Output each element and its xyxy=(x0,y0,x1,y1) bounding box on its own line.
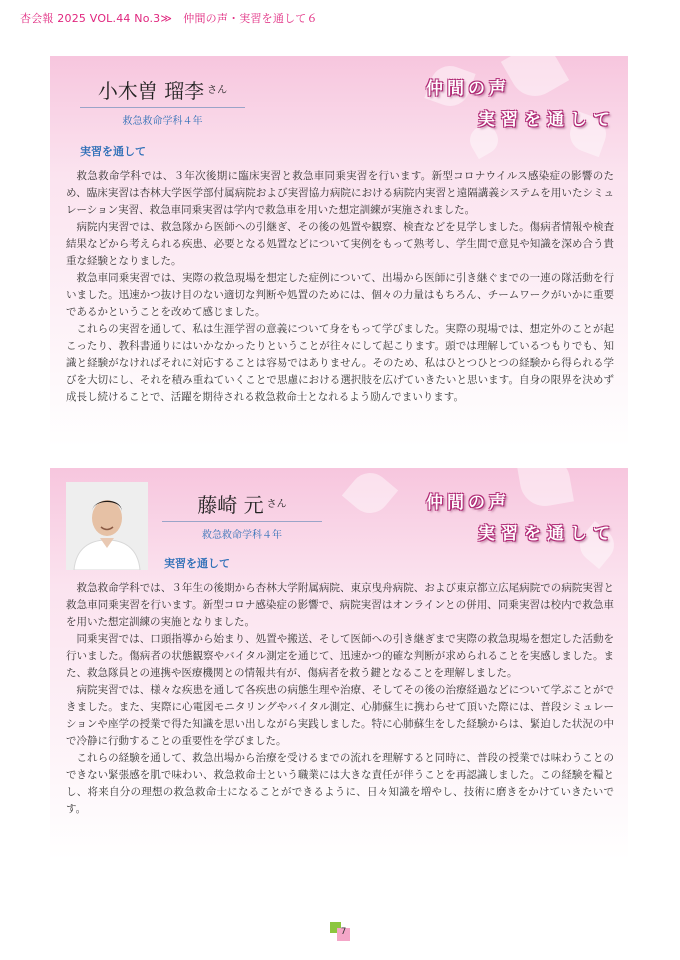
paragraph: 救急救命学科では、３年次後期に臨床実習と救急車同乗実習を行います。新型コロナウイルス感染症の影響のため、臨床実習は杏林大学医学部付属病院および実習協力病院における病院内実習と遠隔講義システムを用いたシミュレーション実習、救急車同乗実習は学内で救急車を用いた想定訓練が実施されました。 xyxy=(66,170,614,216)
paragraph: 病院実習では、様々な疾患を通して各疾患の病態生理や治療、そしてその後の治療経過などについて学ぶことができました。また、実際に心電図モニタリングやバイタル測定、心肺蘇生に携わらせて頂いた際には、普段シミュレーションや座学の授業で得た知識を思い出しながら実践しました。特に心肺蘇生をした経験からは、緊迫した状況の中で冷静に行動することの重要性を学びました。 xyxy=(66,684,614,747)
page-number-badge xyxy=(330,922,350,942)
paragraph: 病院内実習では、救急隊から医師への引継ぎ、その後の処置や観察、検査などを見学しました。傷病者情報や検査結果などから考えられる疾患、必要となる処置などについて実例をもって熟考し、学生間で意見や知識を深め合う貴重な経験となりました。 xyxy=(66,221,614,267)
article-card-1 xyxy=(50,56,628,448)
paragraph: 同乗実習では、口頭指導から始まり、処置や搬送、そして医師への引き継ぎまで実際の救急現場を想定した活動を行いました。傷病者の状態観察やバイタル測定を通じて、迅速かつ的確な判断が求められることを実感しました。また、救急隊員との連携や医療機関との情報共有が、傷病者を救う鍵となることを理解しました。 xyxy=(66,633,614,679)
paragraph: 救急救命学科では、３年生の後期から杏林大学附属病院、東京曳舟病院、および東京都立広尾病院での病院実習と救急車同乗実習を行います。新型コロナ感染症の影響で、病院実習はオンラインとの併用、同乗実習は校内で救急車を用いた想定訓練の実施となりました。 xyxy=(66,582,614,628)
author-department: 救急救命学科４年 xyxy=(122,116,203,127)
person-portrait-icon xyxy=(66,482,148,570)
author-honorific: さん xyxy=(207,85,228,96)
paragraph: これらの実習を通して、私は生涯学習の意義について身をもって学びました。実際の現場では、想定外のことが起こったり、教科書通りにはいかなかったりということが往々にして起こります。頭では理解しているつもりでも、知識と経験がなければそれに対応することは容易ではありません。そのため、私はひとつひとつの経験から得られる学びを大切にし、それを積み重ねていくことで思慮における選択肢を広げていきたいと思います。自身の限界を決めず成長し続けることで、活躍を期待される救急救命士となれるよう励んでまいります。 xyxy=(66,323,614,403)
issue-header: 杏会報 2025 VOL.44 No.3≫ 仲間の声・実習を通して６ xyxy=(20,12,318,25)
column-title-line1: 仲間の声 xyxy=(426,79,510,99)
name-underline xyxy=(162,521,322,522)
paragraph: 救急車同乗実習では、実際の救急現場を想定した症例について、出場から医師に引き継ぐまでの一連の隊活動を行いました。迅速かつ抜け目のない適切な判断や処置のためには、個々の力量はもちろん、チームワークがいかに重要であるかということを改めて感じました。 xyxy=(66,272,614,318)
article-body xyxy=(66,580,614,818)
column-title-line2: 実習を通して xyxy=(478,110,616,130)
section-title: 実習を通して xyxy=(164,557,230,570)
author-department: 救急救命学科４年 xyxy=(202,530,282,541)
author-name: 小木曽 瑠李 xyxy=(97,79,205,103)
page-number: 7 xyxy=(340,927,347,937)
author-photo xyxy=(66,482,148,570)
author-block xyxy=(162,492,322,541)
column-title xyxy=(426,488,616,544)
name-underline xyxy=(80,107,245,108)
author-name-line xyxy=(80,78,245,104)
author-honorific: さん xyxy=(266,499,287,510)
decorative-petal xyxy=(342,468,398,521)
column-title-line1: 仲間の声 xyxy=(426,493,510,513)
author-name-line xyxy=(162,492,322,518)
column-title xyxy=(426,74,616,130)
column-title-line2: 実習を通して xyxy=(478,524,616,544)
author-block xyxy=(80,78,245,127)
paragraph: これらの経験を通して、救急出場から治療を受けるまでの流れを理解すると同時に、普段の授業では味わうことのできない緊張感を肌で味わい、救急救命士という職業には大きな責任が伴うことを再認識しました。この経験を糧とし、将来自分の理想の救急救命士になることができるように、日々知識を増やし、技術に磨きをかけていきたいです。 xyxy=(66,752,614,815)
article-card-2 xyxy=(50,468,628,860)
section-title: 実習を通して xyxy=(80,145,146,158)
author-name: 藤崎 元 xyxy=(197,493,264,517)
article-body xyxy=(66,168,614,406)
